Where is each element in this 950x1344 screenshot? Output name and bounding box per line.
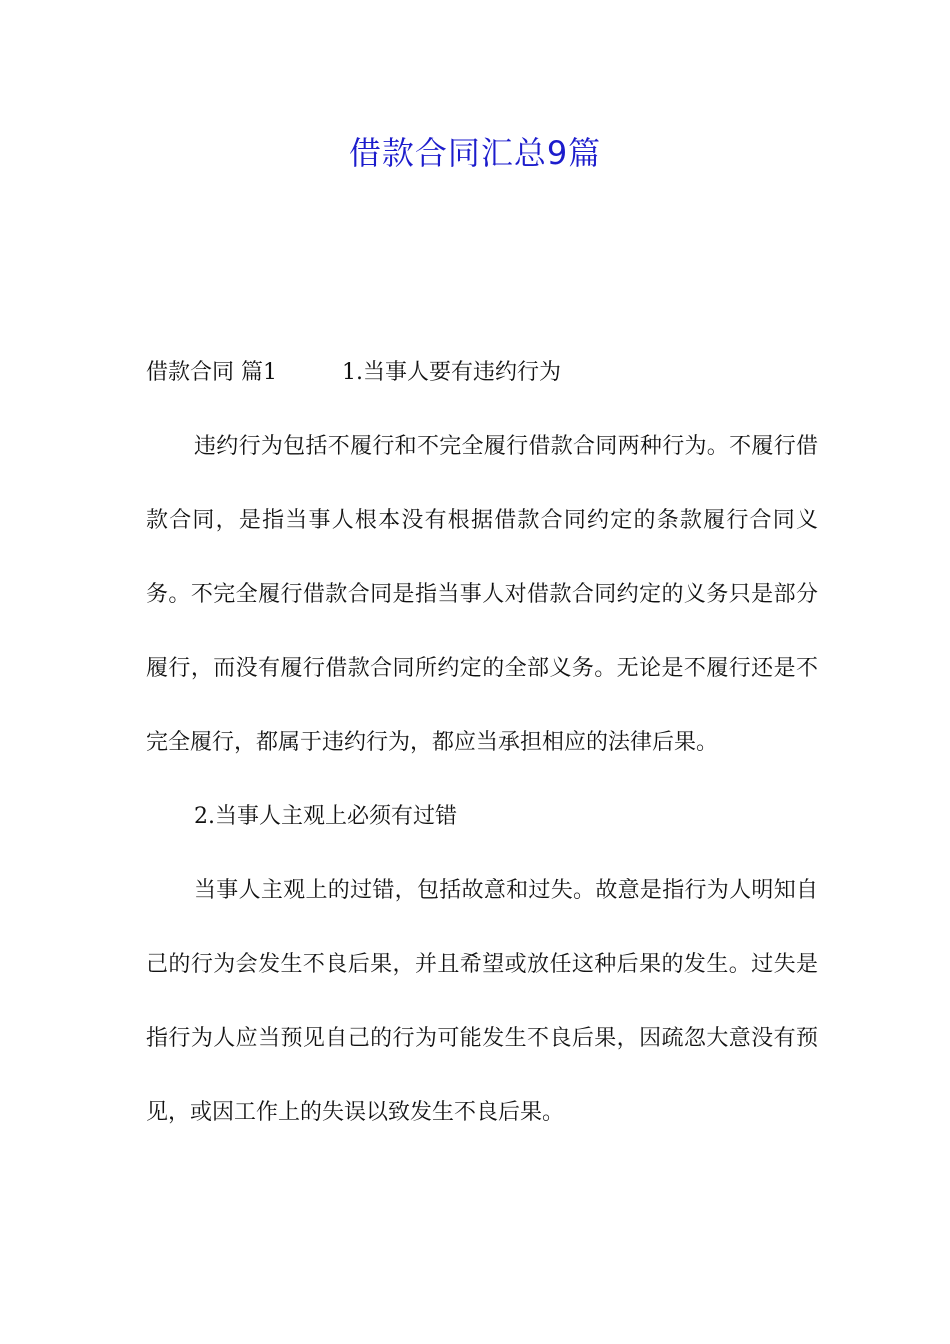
paragraph-2: 当事人主观上的过错，包括故意和过失。故意是指行为人明知自己的行为会发生不良后果，并且希望或放任这种后果的发生。过失是指行为人应当预见自己的行为可能发生不良后果，因疏忽大意没有预见，或因工作上的失误以致发生不良后果。 [146, 878, 818, 1125]
section-label: 借款合同 篇1 [146, 360, 277, 385]
heading-1: 1.当事人要有违约行为 [342, 360, 561, 385]
document-body [146, 336, 818, 1150]
document-title: 借款合同汇总9篇 [348, 134, 602, 172]
paragraph-1: 违约行为包括不履行和不完全履行借款合同两种行为。不履行借款合同，是指当事人根本没有根据借款合同约定的条款履行合同义务。不完全履行借款合同是指当事人对借款合同约定的义务只是部分履行，而没有履行借款合同所约定的全部义务。无论是不履行还是不完全履行，都属于违约行为，都应当承担相应的法律后果。 [146, 434, 818, 755]
heading-2: 2.当事人主观上必须有过错 [194, 804, 457, 829]
section-heading-line [146, 336, 818, 410]
